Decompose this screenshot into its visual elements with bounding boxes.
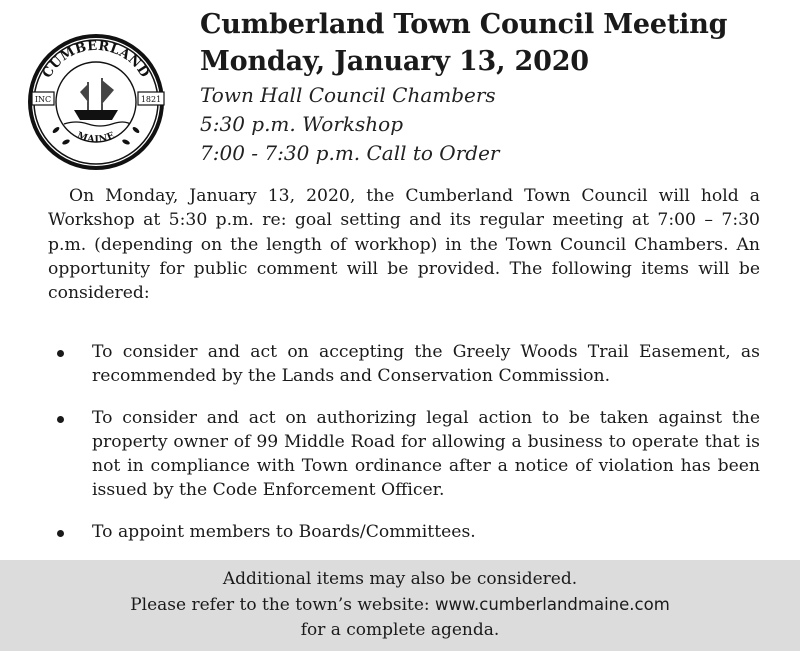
footer-line-1: Additional items may also be considered. — [222, 569, 578, 589]
page-title: Cumberland Town Council Meeting — [200, 9, 728, 40]
seal-left-text: INC — [34, 95, 52, 104]
list-item — [48, 520, 760, 544]
agenda-item-text: To appoint members to Boards/Committees. — [92, 521, 476, 542]
agenda-item-text: To consider and act on authorizing legal action to be taken against the property owner of 99 Middle Road for allowing a business to operate that is not in compliance with Town ordinance after a notice of violation has been issued by the Code Enforcement Officer. — [92, 407, 760, 501]
footer-banner — [0, 560, 800, 651]
bullet-icon — [57, 530, 64, 537]
meeting-location: Town Hall Council Chambers — [200, 83, 496, 107]
bullet-icon — [57, 350, 64, 357]
seal-top-text: CUMBERLAND — [39, 38, 153, 81]
footer-line-3: for a complete agenda. — [300, 620, 500, 640]
seal-bottom-text: MAINE — [75, 130, 117, 146]
seal-right-text: 1821 — [140, 95, 162, 104]
meeting-date: Monday, January 13, 2020 — [200, 46, 589, 77]
agenda-item-text: To consider and act on accepting the Greely Woods Trail Easement, as recommended by the Lands and Conservation Commission. — [92, 342, 760, 387]
town-seal-icon — [26, 32, 166, 172]
agenda-list — [48, 340, 760, 544]
list-item — [48, 340, 760, 389]
list-item — [48, 406, 760, 503]
workshop-time: 5:30 p.m. Workshop — [200, 112, 404, 136]
intro-paragraph: On Monday, January 13, 2020, the Cumberland Town Council will hold a Workshop at 5:30 p.m. re: goal setting and its regular meeting at 7:00 – 7:30 p.m. (depending on the length of workhop) in the Town Council Chambers. An opportunity for public comment will be provided. The following items will be considered: — [48, 186, 760, 304]
website-link[interactable]: www.cumberlandmaine.com — [435, 595, 670, 614]
footer-line-2 — [0, 592, 800, 618]
bullet-icon — [57, 416, 64, 423]
call-to-order-time: 7:00 - 7:30 p.m. Call to Order — [200, 141, 500, 165]
notice-heading — [200, 6, 780, 168]
footer-line-2-prefix: Please refer to the town’s website: — [130, 595, 436, 615]
